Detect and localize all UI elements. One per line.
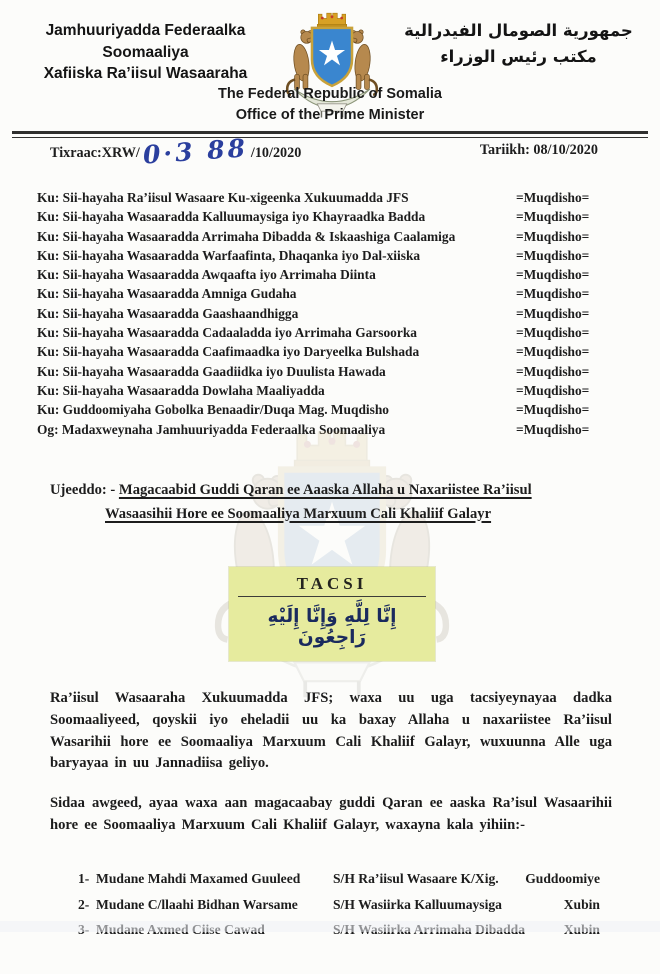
recipient-city: =Muqdisho=: [516, 363, 590, 379]
recipient-row: [37, 381, 610, 400]
committee-row: [78, 866, 600, 892]
subject-line1: [50, 479, 624, 503]
committee-member-name: Mudane C/llaahi Bidhan Warsame: [96, 896, 298, 912]
recipient-city: =Muqdisho=: [516, 402, 590, 418]
recipient-city: =Muqdisho=: [516, 421, 590, 437]
recipient-city: =Muqdisho=: [516, 325, 590, 341]
recipient-city: =Muqdisho=: [516, 267, 590, 283]
letterhead-somali-line2: Xafiiska Ra’iisul Wasaaraha: [43, 65, 248, 83]
recipient-row: [37, 188, 610, 207]
recipient-row: [37, 420, 610, 439]
date-label: Tariikh: 08/10/2020: [479, 142, 598, 158]
recipient-row: [37, 323, 610, 342]
recipient-name: Ku: Sii-hayaha Wasaaradda Amniga Gudaha: [37, 286, 297, 302]
recipient-row: [37, 207, 610, 226]
tacsi-title: TACSI: [296, 574, 368, 593]
letterhead-english-line1: The Federal Republic of Somalia: [218, 86, 442, 102]
subject-line2: [50, 503, 624, 527]
recipient-city: =Muqdisho=: [516, 382, 590, 398]
recipient-name: Ku: Guddoomiyaha Gobolka Benaadir/Duqa Mag. Muqdisho: [37, 402, 389, 418]
recipient-list: [37, 188, 610, 439]
recipient-city: =Muqdisho=: [516, 228, 590, 244]
recipient-name: Ku: Sii-hayaha Wasaaradda Warfaafinta, Dhaqanka iyo Dal-xiiska: [37, 247, 421, 263]
subject-text-line2: Wasaasihii Hore ee Soomaaliya Marxuum Cali Khaliif Galayr: [105, 505, 492, 522]
recipient-city: =Muqdisho=: [516, 209, 590, 225]
recipient-name: Ku: Sii-hayaha Wasaaradda Gaadiidka iyo Duulista Hawada: [37, 363, 386, 379]
recipient-row: [37, 227, 610, 246]
subject-block: [50, 479, 624, 526]
recipient-row: [37, 342, 610, 361]
letterhead-somali-line1: Jamhuuriyadda Federaalka Soomaaliya: [45, 22, 246, 61]
subject-label: Ujeeddo: -: [50, 482, 116, 498]
recipient-name: Og: Madaxweynaha Jamhuuriyadda Federaalka Soomaaliya: [37, 421, 386, 437]
reference-suffix: /10/2020: [250, 145, 302, 161]
committee-member-role: S/H Wasiirka Kalluumaysiga: [333, 896, 502, 912]
letterhead-english-title: [0, 84, 660, 125]
reference-prefix: Tixraac:XRW/: [50, 145, 140, 161]
committee-member-position: Guddoomiye: [525, 871, 600, 886]
recipient-row: [37, 400, 610, 419]
letterhead-arabic-line1: جمهورية الصومال الفيدرالية: [404, 21, 633, 40]
recipient-name: Ku: Sii-hayaha Wasaaradda Gaashaandhigga: [37, 305, 299, 321]
recipient-name: Ku: Sii-hayaha Wasaaradda Arrimaha Dibadda & Iskaashiga Caalamiga: [37, 228, 456, 244]
recipient-city: =Muqdisho=: [516, 247, 590, 263]
recipient-city: =Muqdisho=: [516, 286, 590, 302]
recipient-city: =Muqdisho=: [516, 344, 590, 360]
recipient-row: [37, 265, 610, 284]
reference-number: [50, 133, 302, 170]
recipient-row: [37, 284, 610, 303]
recipient-row: [37, 246, 610, 265]
reference-row: [50, 133, 598, 170]
committee-row: [78, 892, 600, 918]
reference-handwritten-number: 0·3 88: [141, 133, 249, 170]
subject-text-line1: Magacaabid Guddi Qaran ee Aaaska Allaha u Naxariistee Ra’iisul: [118, 482, 532, 498]
tacsi-arabic-verse: إِنَّا لِلَّهِ وَإِنَّا إِلَيْهِ رَاجِعُونَ: [267, 606, 397, 648]
body-paragraph-2: Sidaa awgeed, ayaa waxa aan magacaabay guddi Qaran ee aaska Ra’isul Wasaarihii hore ee Soomaaliya Marxuum Cali Khaliif Galayr, waxayna kala yihiin:-: [50, 795, 612, 833]
recipient-name: Ku: Sii-hayaha Wasaaradda Kalluumaysiga iyo Khayraadka Badda: [37, 209, 426, 225]
tacsi-title-underline: [238, 596, 426, 597]
committee-number: 2-: [78, 896, 90, 912]
letterhead-arabic-line2: مكتب رئيس الوزراء: [440, 46, 597, 66]
letterhead-english-line2: Office of the Prime Minister: [235, 106, 425, 123]
recipient-name: Ku: Sii-hayaha Ra’iisul Wasaare Ku-xigeenka Xukuumadda JFS: [37, 190, 409, 205]
body-paragraph-1: Ra’iisul Wasaaraha Xukuumadda JFS; waxa uu uga tacsiyeynayaa dadka Soomaaliyeed, qoyskii iyo eheladii uu ka baxay Allaha u naxariistee Ra’iisul Wasarihii hore ee Soomaaliya Marxuum Cali Khaliif Galayr, wuxuunna Alle uga baryayaa in uu Jannadiisa geliyo.: [50, 690, 612, 772]
recipient-row: [37, 362, 610, 381]
committee-member-name: Mudane Mahdi Maxamed Guuleed: [96, 871, 301, 886]
recipient-name: Ku: Sii-hayaha Wasaaradda Caafimaadka iyo Daryeelka Bulshada: [37, 344, 420, 360]
recipient-row: [37, 304, 610, 323]
tacsi-box: [229, 567, 435, 661]
header-divider: [12, 131, 648, 138]
recipient-name: Ku: Sii-hayaha Wasaaradda Dowlaha Maaliyadda: [37, 382, 325, 398]
scan-artifact-band: [0, 921, 660, 932]
recipient-city: =Muqdisho=: [516, 190, 590, 205]
committee-number: 1-: [78, 871, 90, 886]
recipient-name: Ku: Sii-hayaha Wasaaradda Cadaaladda iyo Arrimaha Garsoorka: [37, 325, 417, 341]
committee-member-role: S/H Ra’iisul Wasaare K/Xig.: [333, 871, 499, 886]
recipient-name: Ku: Sii-hayaha Wasaaradda Awqaafta iyo Arrimaha Diinta: [37, 267, 376, 283]
committee-member-position: Xubin: [563, 896, 600, 912]
recipient-city: =Muqdisho=: [516, 305, 590, 321]
